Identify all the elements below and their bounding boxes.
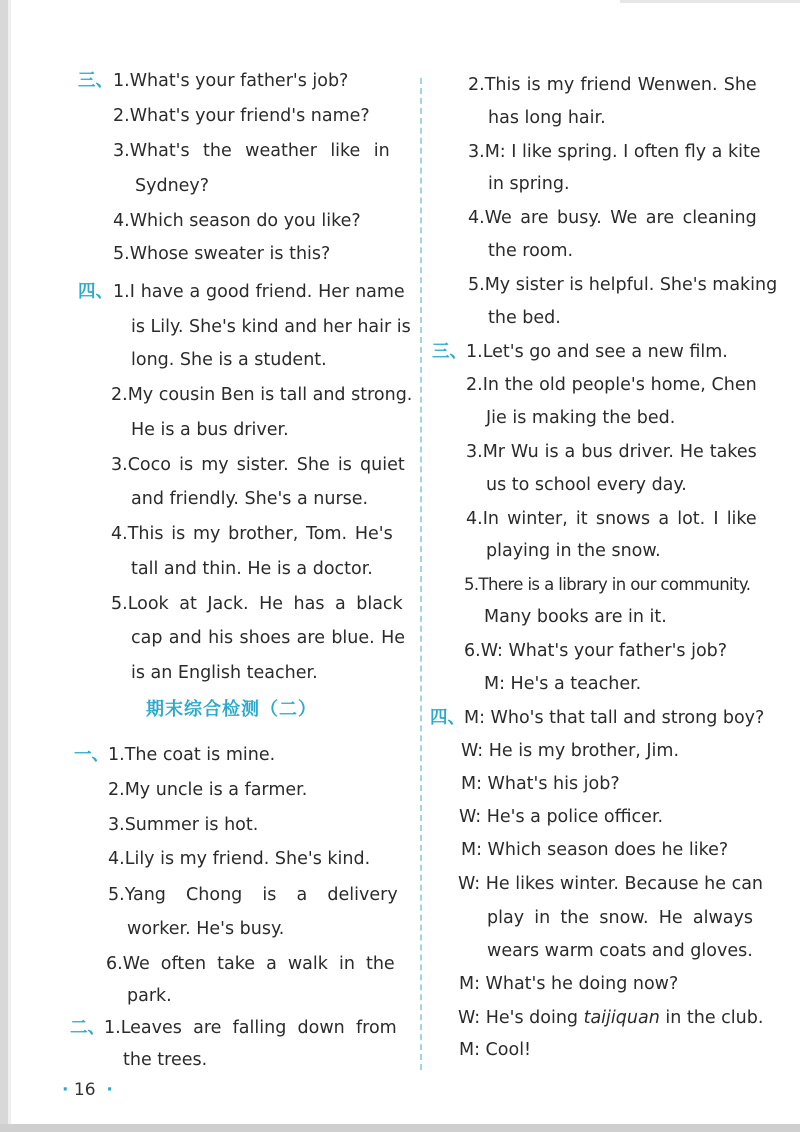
answer-line: 5.Whose sweater is this?: [113, 244, 331, 264]
answer-line-cont: Sydney?: [135, 176, 210, 196]
dialogue-line-cont: play in the snow. He always: [487, 908, 753, 928]
section-heading: 期末综合检测（二）: [146, 699, 317, 720]
answer-line: 5.Yang Chong is a delivery: [108, 885, 398, 905]
answer-line: 4.Which season do you like?: [113, 211, 361, 231]
answer-line: 1.The coat is mine.: [108, 745, 276, 765]
answer-line: 2.This is my friend Wenwen. She: [468, 75, 757, 95]
answer-line-cont: M: He's a teacher.: [484, 674, 642, 694]
answer-line: 1.Leaves are falling down from: [104, 1018, 397, 1038]
answer-line-cont: and friendly. She's a nurse.: [131, 489, 369, 509]
answer-line: 1.I have a good friend. Her name: [113, 282, 405, 302]
answer-line: 2.What's your friend's name?: [113, 106, 370, 126]
answer-line-cont: is Lily. She's kind and her hair is: [131, 317, 411, 337]
answer-line-cont: us to school every day.: [486, 475, 687, 495]
section-label: 二、: [70, 1018, 105, 1038]
answer-line-cont: He is a bus driver.: [131, 420, 289, 440]
answer-line: 3.What's the weather like in: [113, 141, 390, 161]
section-label: 三、: [78, 71, 113, 91]
answer-line-cont: has long hair.: [488, 108, 606, 128]
dialogue-line: W: He's doing taijiquan in the club.: [458, 1008, 764, 1028]
answer-line: 3.Summer is hot.: [108, 815, 259, 835]
dialogue-line: M: Cool!: [459, 1040, 532, 1060]
answer-line: 4.This is my brother, Tom. He's: [111, 524, 393, 544]
answer-line-cont: the room.: [488, 241, 574, 261]
page-edge-left: [0, 0, 8, 1132]
answer-line-cont: in spring.: [488, 174, 570, 194]
answer-line: 5.There is a library in our community.: [464, 575, 751, 594]
dialogue-line: M: Which season does he like?: [461, 840, 729, 860]
answer-line-cont: tall and thin. He is a doctor.: [131, 559, 373, 579]
section-label: 四、: [430, 708, 465, 728]
dialogue-line: W: He likes winter. Because he can: [458, 874, 764, 894]
answer-line-cont: Many books are in it.: [484, 607, 667, 627]
answer-line: 2.In the old people's home, Chen: [466, 375, 757, 395]
answer-line: 4.Lily is my friend. She's kind.: [108, 849, 371, 869]
answer-line-cont: worker. He's busy.: [127, 919, 285, 939]
answer-line-cont: playing in the snow.: [486, 541, 661, 561]
answer-line: 3.M: I like spring. I often fly a kite: [468, 142, 761, 162]
answer-line: 6.We often take a walk in the: [106, 954, 395, 974]
column-divider: [420, 78, 422, 1070]
answer-line: 3.Mr Wu is a bus driver. He takes: [466, 442, 757, 462]
answer-line: 4.In winter, it snows a lot. I like: [466, 509, 757, 529]
answer-line-cont: is an English teacher.: [131, 663, 318, 683]
answer-line: 5.My sister is helpful. She's making: [468, 275, 778, 295]
answer-line: 3.Coco is my sister. She is quiet: [111, 455, 405, 475]
page-edge-left-shadow: [8, 0, 11, 1132]
page-edge-bottom: [0, 1124, 800, 1132]
section-label: 三、: [432, 342, 467, 362]
page-number: · 16 ·: [62, 1080, 113, 1100]
answer-line: 2.My uncle is a farmer.: [108, 780, 308, 800]
italic-term: taijiquan: [583, 1008, 660, 1028]
answer-line-cont: the bed.: [488, 308, 561, 328]
dialogue-line: M: Who's that tall and strong boy?: [464, 708, 765, 728]
answer-line: 4.We are busy. We are cleaning: [468, 208, 757, 228]
answer-line-cont: Jie is making the bed.: [486, 408, 676, 428]
dialogue-line-cont: wears warm coats and gloves.: [487, 941, 753, 961]
dialogue-line: M: What's he doing now?: [459, 974, 679, 994]
answer-line: 2.My cousin Ben is tall and strong.: [111, 385, 413, 405]
answer-line-cont: the trees.: [123, 1050, 208, 1070]
answer-line: 6.W: What's your father's job?: [464, 641, 728, 661]
section-label: 一、: [74, 745, 109, 765]
answer-line-cont: cap and his shoes are blue. He: [131, 628, 405, 648]
dialogue-line: M: What's his job?: [461, 774, 620, 794]
section-label: 四、: [78, 282, 113, 302]
answer-line-cont: park.: [127, 986, 172, 1006]
dialogue-line: W: He's a police officer.: [459, 807, 664, 827]
page-edge-top: [620, 0, 800, 3]
dialogue-line: W: He is my brother, Jim.: [461, 741, 680, 761]
answer-line-cont: long. She is a student.: [131, 350, 327, 370]
answer-line: 1.What's your father's job?: [113, 71, 349, 91]
answer-line: 5.Look at Jack. He has a black: [111, 594, 403, 614]
answer-line: 1.Let's go and see a new film.: [466, 342, 728, 362]
